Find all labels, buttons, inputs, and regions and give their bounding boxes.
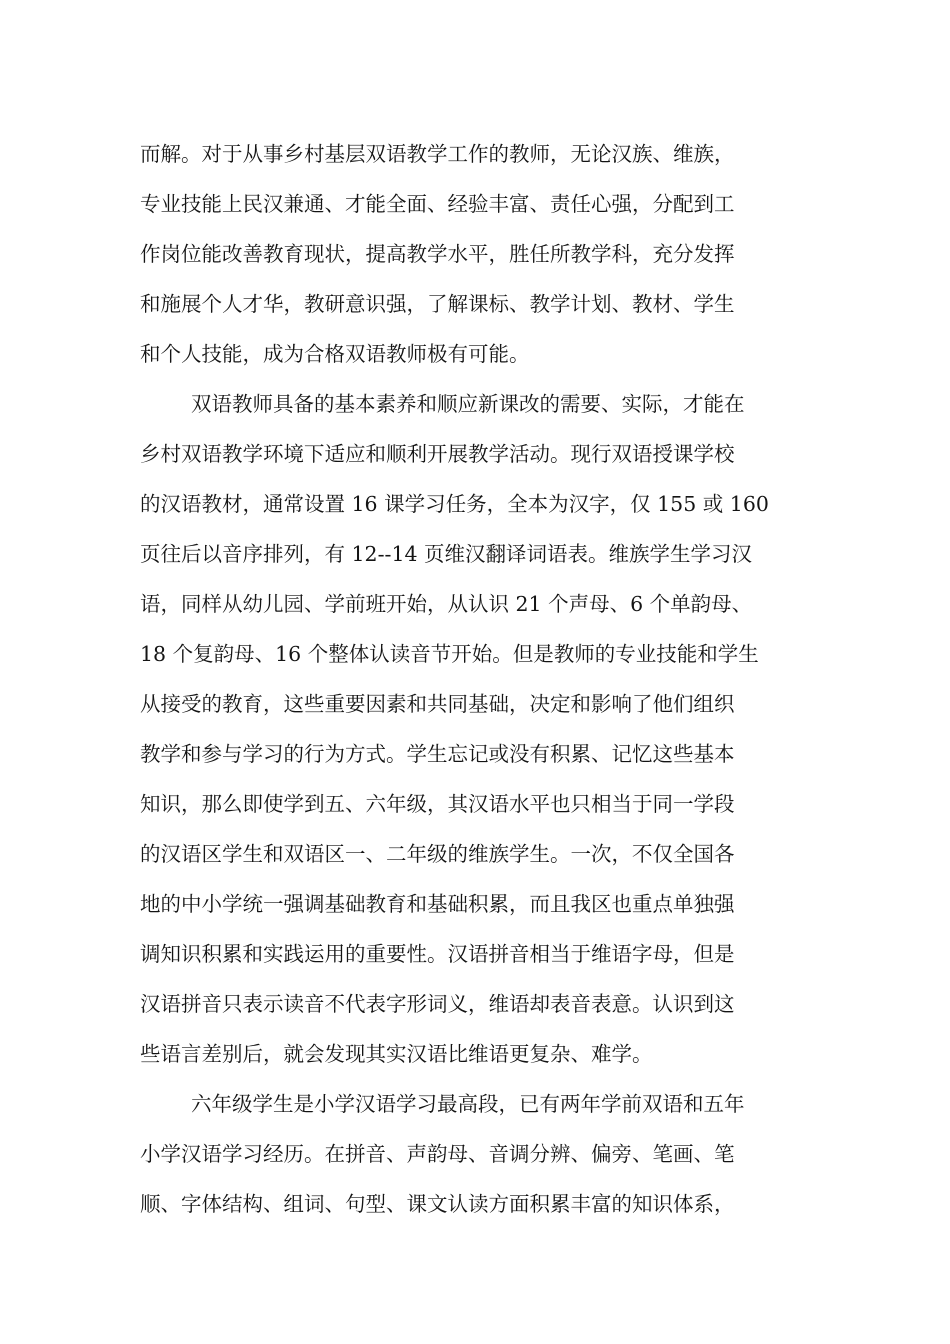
text-line: 六年级学生是小学汉语学习最高段，已有两年学前双语和五年 <box>191 1092 745 1116</box>
paragraph-1 <box>140 129 810 379</box>
text-line: 页往后以音序排列，有 12--14 页维汉翻译词语表。维族学生学习汉 <box>140 542 753 566</box>
paragraph-2 <box>140 379 810 1079</box>
text-line: 双语教师具备的基本素养和顺应新课改的需要、实际，才能在 <box>191 392 745 416</box>
document-body <box>140 129 810 1229</box>
text-line: 知识，那么即使学到五、六年级，其汉语水平也只相当于同一学段 <box>140 792 735 816</box>
text-line: 些语言差别后，就会发现其实汉语比维语更复杂、难学。 <box>140 1042 653 1066</box>
text-line: 和个人技能，成为合格双语教师极有可能。 <box>140 342 530 366</box>
text-line: 语，同样从幼儿园、学前班开始，从认识 21 个声母、6 个单韵母、 <box>140 592 753 616</box>
text-line: 作岗位能改善教育现状，提高教学水平，胜任所教学科，充分发挥 <box>140 242 735 266</box>
text-line: 小学汉语学习经历。在拼音、声韵母、音调分辨、偏旁、笔画、笔 <box>140 1142 735 1166</box>
text-line: 的汉语区学生和双语区一、二年级的维族学生。一次，不仅全国各 <box>140 842 735 866</box>
text-line: 调知识积累和实践运用的重要性。汉语拼音相当于维语字母，但是 <box>140 942 735 966</box>
paragraph-3 <box>140 1079 810 1229</box>
text-line: 乡村双语教学环境下适应和顺利开展教学活动。现行双语授课学校 <box>140 442 735 466</box>
text-line: 汉语拼音只表示读音不代表字形词义，维语却表音表意。认识到这 <box>140 992 735 1016</box>
text-line: 从接受的教育，这些重要因素和共同基础，决定和影响了他们组织 <box>140 692 735 716</box>
text-line: 而解。对于从事乡村基层双语教学工作的教师，无论汉族、维族， <box>140 142 735 166</box>
text-line: 和施展个人才华，教研意识强，了解课标、教学计划、教材、学生 <box>140 292 735 316</box>
text-line: 地的中小学统一强调基础教育和基础积累，而且我区也重点单独强 <box>140 892 735 916</box>
text-line: 18 个复韵母、16 个整体认读音节开始。但是教师的专业技能和学生 <box>140 642 759 666</box>
text-line: 的汉语教材，通常设置 16 课学习任务，全本为汉字，仅 155 或 160 <box>140 492 769 516</box>
text-line: 教学和参与学习的行为方式。学生忘记或没有积累、记忆这些基本 <box>140 742 735 766</box>
text-line: 顺、字体结构、组词、句型、课文认读方面积累丰富的知识体系， <box>140 1192 735 1216</box>
text-line: 专业技能上民汉兼通、才能全面、经验丰富、责任心强，分配到工 <box>140 192 735 216</box>
